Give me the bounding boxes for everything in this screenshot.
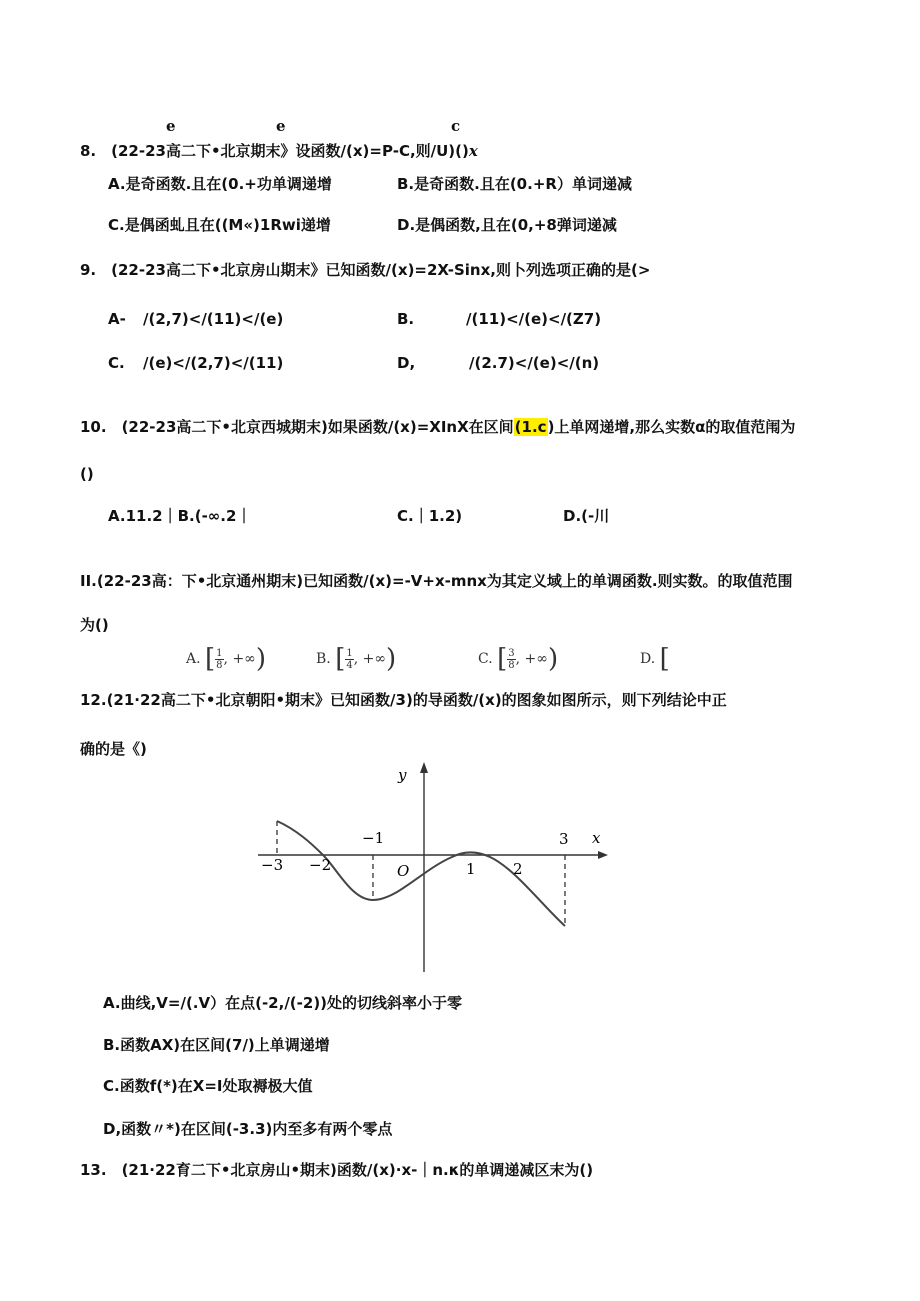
- q9-option-d: /(2.7)</(e)</(n): [469, 354, 600, 372]
- q8-option-a: A.是奇函数.且在(0.+功单调递增: [108, 175, 332, 193]
- q8-top-mark-2: e: [276, 117, 286, 135]
- q9-stem: 9. (22-23高二下•北京房山期末》已知函数/(x)=2X-Sinx,则卜列选项正确的是(>: [80, 261, 651, 279]
- q9-option-c-letter: C.: [108, 354, 125, 372]
- q10-stem-pre: 10. (22-23高二下•北京西城期末)如果函数/(x)=XInX在区间: [80, 418, 514, 436]
- q11-option-a-tail: , +∞: [223, 651, 256, 667]
- graph-tick-minus2: −2: [309, 856, 332, 874]
- q12-option-d: D,函数〃*)在区间(-3.3)内至多有两个零点: [103, 1120, 393, 1138]
- graph-y-arrow: [420, 762, 428, 773]
- graph-y-label: y: [398, 766, 407, 784]
- graph-x-arrow: [598, 851, 608, 859]
- q10-option-c: C.｜1.2): [397, 507, 463, 525]
- graph-tick-minus1: −1: [362, 829, 385, 847]
- q9-option-d-letter: D,: [397, 354, 416, 372]
- q12-stem-line2: 确的是《): [80, 740, 147, 758]
- q11-option-d-letter: D.: [640, 651, 656, 667]
- q9-option-a: /(2,7)</(11)</(e): [143, 310, 284, 328]
- q10-stem-post: )上单网递增,那么实数α的取值范闱为: [547, 418, 796, 436]
- q11-option-d: [640, 644, 670, 674]
- q11-option-b-tail: , +∞: [353, 651, 387, 667]
- q11-option-b-fraction: $\frac{1}{4}$: [346, 647, 353, 671]
- q11-option-b-letter: B.: [316, 651, 331, 667]
- q11-option-a-fraction: $\frac{1}{8}$: [216, 647, 223, 671]
- q12-option-b: B.函数AX)在区间(7/)上单调递增: [103, 1036, 330, 1054]
- q11-option-c: C. [ $\frac{3}{8}$ , +∞): [478, 644, 559, 674]
- q8-top-mark-1: e: [166, 117, 176, 135]
- q9-option-b: /(11)</(e)</(Z7): [466, 310, 602, 328]
- q11-option-c-letter: C.: [478, 651, 493, 667]
- q11-option-a-letter: A.: [186, 651, 201, 667]
- q11-option-a: A. [ $\frac{1}{8}$ , +∞): [186, 644, 266, 674]
- graph-tick-minus3: −3: [261, 856, 284, 874]
- q13-stem: 13. (21·22育二下•北京房山•期末)函数/(x)·x-｜n.κ的单调递减区末为(): [80, 1161, 594, 1179]
- q8-stem-text: 8. (22-23高二下•北京期末》设函数/(x)=P-C,则/U)(): [80, 142, 469, 160]
- graph-x-label: x: [592, 829, 601, 847]
- q10-option-d: D.(-川: [563, 507, 610, 525]
- q8-option-c: C.是偶函虬且在((M«)1Rwi递增: [108, 216, 331, 234]
- q10-stem-highlight: (1.c: [514, 418, 547, 436]
- q8-top-mark-3: c: [451, 117, 461, 135]
- q12-option-c: C.函数f(*)在X=I处取褥极大值: [103, 1077, 313, 1095]
- q12-stem: 12.(21·22高二下•北京朝阳•期末》已知函数/3)的导函数/(x)的图象如图所示，则下列结论中正: [80, 691, 727, 709]
- q9-option-b-letter: B.: [397, 310, 415, 328]
- q12-option-a: A.曲线,V=/(.V）在点(-2,/(-2))处的切线斜率小于零: [103, 994, 463, 1012]
- q11-stem-line2: 为(): [80, 616, 109, 634]
- q8-option-d: D.是偶函数,且在(0,+8弹词递减: [397, 216, 617, 234]
- q11-option-c-tail: , +∞: [515, 651, 548, 667]
- graph-origin-label: O: [397, 862, 410, 880]
- q11-option-d-bracket: [: [659, 644, 670, 674]
- q9-option-a-letter: A-: [108, 310, 126, 328]
- q10-option-ab: A.11.2｜B.(-∞.2｜: [108, 507, 252, 525]
- graph-tick-1: 1: [466, 860, 476, 878]
- q10-stem: [80, 417, 795, 437]
- q11-option-c-fraction: $\frac{3}{8}$: [508, 647, 515, 671]
- q11-option-b: B. [ $\frac{1}{4}$ , +∞): [316, 644, 397, 674]
- q8-stem-tail: x: [468, 142, 478, 160]
- q10-paren: (): [80, 465, 94, 483]
- q11-stem: II.(22-23高：下•北京通州期末)已知函数/(x)=-V+x-mnx为其定义域上的单调函数.则实数。的取值范围: [80, 572, 793, 590]
- q12-derivative-graph: [252, 760, 612, 975]
- q9-option-c: /(e)</(2,7)</(11): [143, 354, 284, 372]
- graph-tick-2: 2: [513, 860, 523, 878]
- graph-tick-3: 3: [559, 830, 569, 848]
- q8-option-b: B.是奇函数.且在(0.+R）单词递减: [397, 175, 632, 193]
- q8-stem: [80, 141, 478, 161]
